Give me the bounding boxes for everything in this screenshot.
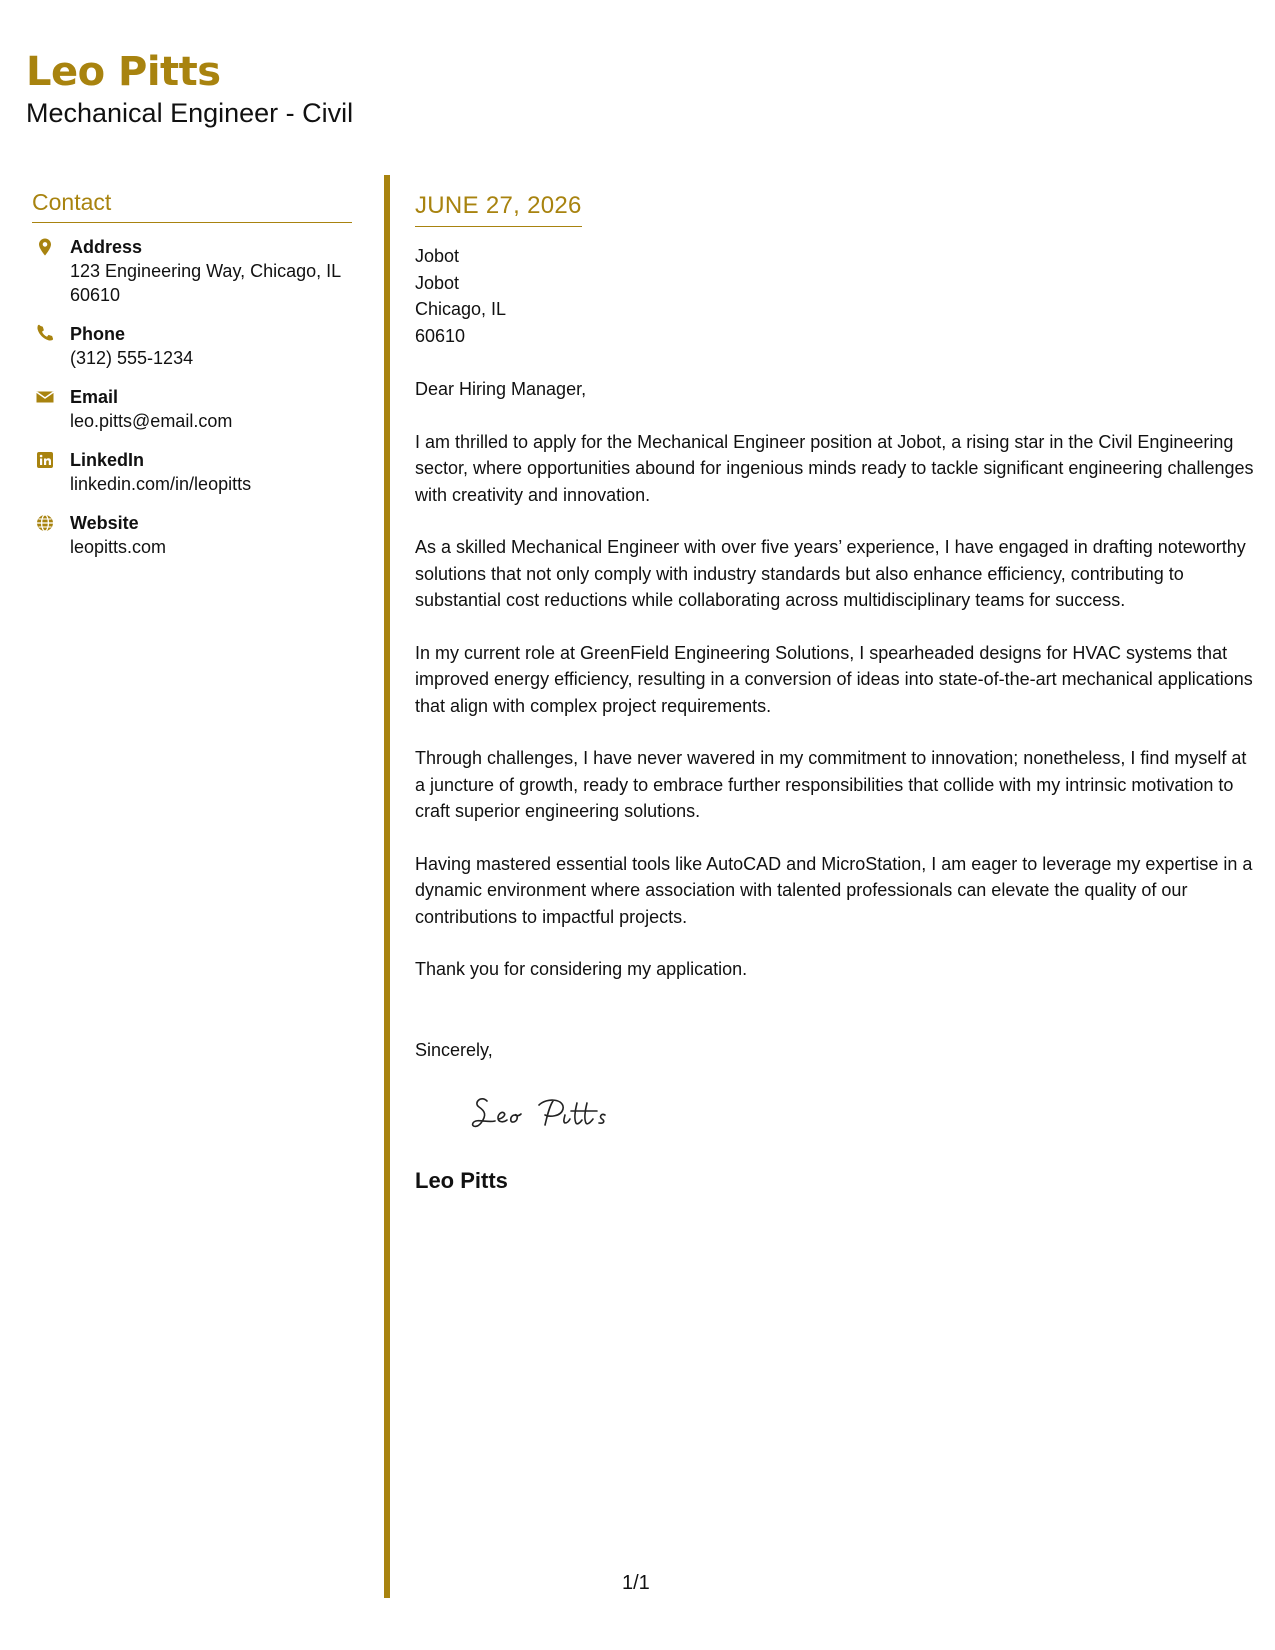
applicant-name: Leo Pitts [26, 49, 221, 95]
letter-header [26, 48, 353, 130]
contact-item-linkedin [32, 448, 352, 496]
letter-body [415, 190, 1255, 1195]
contact-section-title: Contact [32, 188, 352, 223]
envelope-icon [35, 387, 55, 407]
phone-icon [35, 324, 55, 344]
contact-item-phone [32, 322, 352, 370]
page-number: 1/1 [622, 1572, 650, 1594]
contact-item-website [32, 511, 352, 559]
recipient-line: Chicago, IL [415, 299, 507, 319]
linkedin-icon [35, 450, 55, 470]
letter-paragraph: Through challenges, I have never wavered in my commitment to innovation; nonetheless, I find myself at a juncture of growth, ready to embrace further responsibilities that collide with my intrinsic motivation to craft superior engineering solutions. [415, 748, 1247, 821]
applicant-title: Mechanical Engineer - Civil [26, 98, 354, 128]
recipient-line: 60610 [415, 325, 466, 346]
recipient-line: Jobot [415, 272, 460, 293]
contact-sidebar [32, 188, 352, 574]
column-divider [384, 175, 390, 1598]
contact-item-email [32, 385, 352, 433]
salutation: Dear Hiring Manager, [415, 379, 587, 399]
map-marker-icon [35, 237, 55, 257]
contact-value-website: leopitts.com [70, 537, 167, 557]
recipient-block [415, 243, 1255, 349]
contact-value-email: leo.pitts@email.com [70, 411, 233, 431]
contact-label: LinkedIn [70, 450, 145, 470]
letter-date: JUNE 27, 2026 [415, 190, 582, 227]
contact-label: Email [70, 387, 119, 407]
letter-paragraph: Thank you for considering my application. [415, 959, 748, 979]
letter-paragraph: Having mastered essential tools like AutoCAD and MicroStation, I am eager to leverage my expertise in a dynamic environment where association with talented professionals can elevate the quality of our contributions to impactful projects. [415, 853, 1253, 927]
letter-paragraph: In my current role at GreenField Engineering Solutions, I spearheaded designs for HVAC systems that improved energy efficiency, resulting in a conversion of ideas into state-of-the-art mechanical applications that align with complex project requirements. [415, 642, 1253, 716]
closing: Sincerely, [415, 1039, 493, 1060]
contact-item-address [32, 235, 352, 307]
signer-name: Leo Pitts [415, 1168, 508, 1193]
contact-label: Address [70, 237, 143, 257]
letter-paragraph: I am thrilled to apply for the Mechanical Engineer position at Jobot, a rising star in the Civil Engineering sector, where opportunities abound for ingenious minds ready to tackle significant engineering challenges with creativity and innovation. [415, 431, 1254, 505]
contact-label: Phone [70, 324, 126, 344]
letter-paragraph: As a skilled Mechanical Engineer with over five years’ experience, I have engaged in drafting noteworthy solutions that not only comply with industry standards but also enhance efficiency, contributing to substantial cost reductions while collaborating across multidisciplinary teams for success. [415, 537, 1246, 610]
globe-icon [35, 513, 55, 533]
signature-image [465, 1087, 685, 1137]
contact-value-address: 123 Engineering Way, Chicago, IL 60610 [70, 261, 341, 305]
contact-label: Website [70, 513, 139, 533]
contact-list [32, 235, 352, 559]
contact-value-linkedin: linkedin.com/in/leopitts [70, 474, 252, 494]
contact-value-phone: (312) 555-1234 [70, 348, 194, 368]
recipient-line: Jobot [415, 246, 460, 266]
